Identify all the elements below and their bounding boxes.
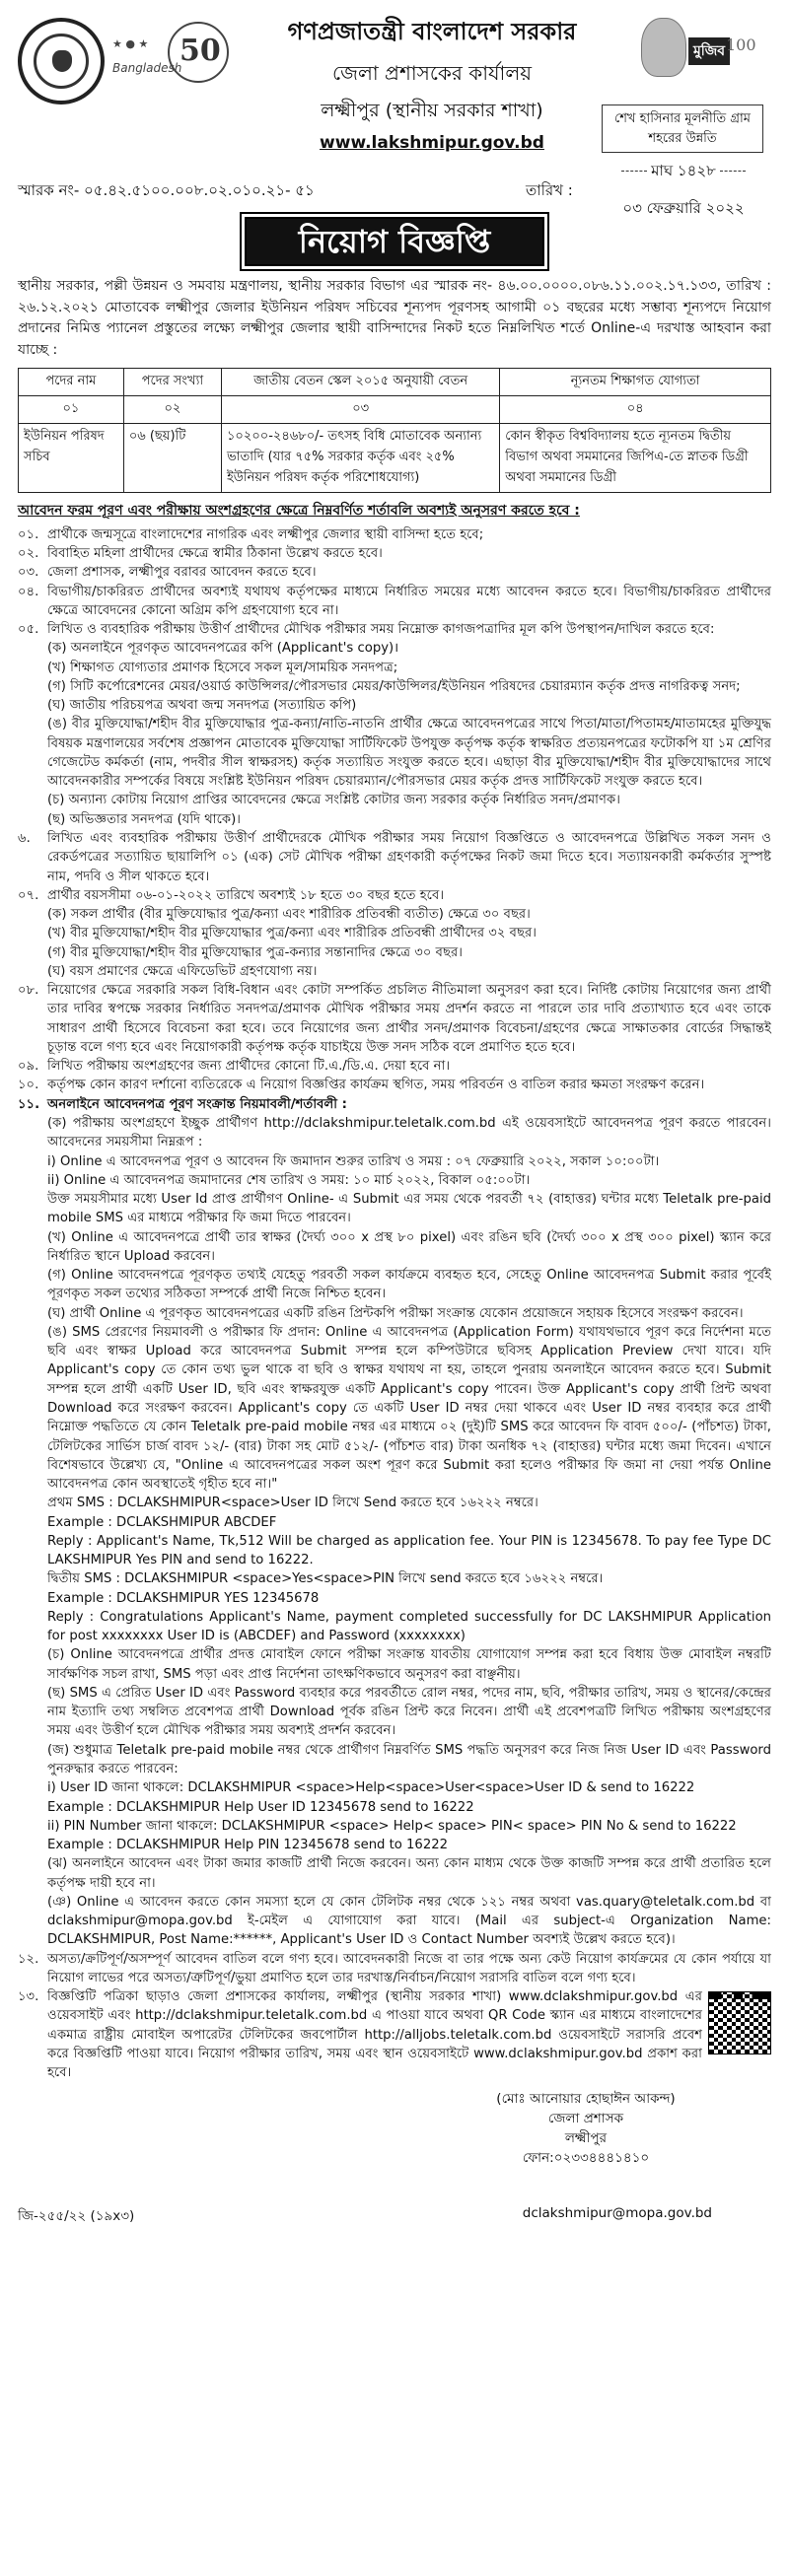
online-rule: (ঝ) অনলাইনে আবেদন এবং টাকা জমার কাজটি প্রার্থী নিজে করবেন। অন্য কোন মাধ্যম থেকে উক্ত কাজটি সম্পন্ন করে প্রার্থী প্রতারিত হলে কর্তৃপক্ষ দায়ী হবে না।	[47, 1856, 771, 1891]
government-title: গণপ্রজাতন্ত্রী বাংলাদেশ সরকার	[287, 18, 577, 45]
list-item: ০৫. লিখিত ও ব্যবহারিক পরীক্ষায় উত্তীর্ণ প্রার্থীদের মৌখিক পরীক্ষার সময় নিম্নোক্ত কাগজপত্রাদির মূল কপি উপস্থাপন/দাখিল করতে হবে:	[18, 622, 715, 638]
signatory-place: লক্ষ্মীপুর	[564, 2130, 608, 2147]
list-item: ০৯. লিখিত পরীক্ষায় অংশগ্রহণের জন্য প্রার্থীদের কোনো টি.এ./ডি.এ. দেয়া হবে না।	[18, 1059, 451, 1075]
online-rule: (চ) Online আবেদনপত্রে প্রার্থীর প্রদত্ত মোবাইল ফোনে পরীক্ষা সংক্রান্ত যাবতীয় যোগাযোগ সম্পন্ন করা হবে বিধায় উক্ত মোবাইল নম্বরটি সার্বক্ষণিক সচল রাখা, SMS পড়া এবং প্রাপ্ত নির্দেশনা তাৎক্ষণিকভাবে অনুসরণ করা বাঞ্ছনীয়।	[47, 1647, 771, 1682]
list-item: ১১. অনলাইনে আবেদনপত্র পূরণ সংক্রান্ত নিয়মাবলী/শর্তাবলী :	[18, 1096, 347, 1112]
sms-example: Example : DCLAKSHMIPUR ABCDEF	[47, 1514, 277, 1530]
government-emblem-icon	[18, 18, 105, 104]
portrait-icon	[641, 18, 686, 77]
sms-reply: Reply : Applicant's Name, Tk,512 Will be charged as application fee. Your PIN is 12345678. To pay fee Type DC LAKSHMIPUR Yes PIN and send to 16222.	[47, 1533, 771, 1568]
sms-example: Example : DCLAKSHMIPUR Help User ID 12345678 send to 16222	[47, 1799, 474, 1815]
table-cell: ০৪	[500, 395, 771, 423]
table-header: ন্যূনতম শিক্ষাগত যোগ্যতা	[500, 368, 771, 395]
list-item: ১২. অসত্য/ক্রটিপূর্ণ/অসম্পূর্ণ আবেদন বাতিল বলে গণ্য হবে। আবেদনকারী নিজে বা তার পক্ষে অন্য কেউ নিয়োগ কার্যক্রমের যে কোন পর্যায়ে যা নিয়োগ লাভের পরে অসত্য/ত্রুটিপূর্ণ/ভুয়া প্রমাণিত হলে তার দরখাস্ত/নির্বাচন/নিয়োগ সরাসরি বাতিল বলে গণ্য হবে।	[18, 1951, 771, 1985]
online-rule: ii) Online এ আবেদনপত্র জমাদানের শেষ তারিখ ও সময়: ১০ মার্চ ২০২২, বিকাল ০৫:০০টা।	[47, 1172, 531, 1188]
table-header: জাতীয় বেতন স্কেল ২০১৫ অনুযায়ী বেতন	[222, 368, 500, 395]
conditions-heading: আবেদন ফরম পূরণ এবং পরীক্ষায় অংশগ্রহণের ক্ষেত্রে নিম্নবর্ণিত শর্তাবলি অবশ্যই অনুসরণ করতে হবে :	[18, 502, 580, 519]
sms-instruction: দ্বিতীয় SMS : DCLAKSHMIPUR <space>Yes<space>PIN লিখে send করতে হবে ১৬২২২ নম্বরে।	[47, 1571, 604, 1587]
office-title: জেলা প্রশাসকের কার্যালয়	[331, 61, 533, 85]
online-rules	[18, 1114, 771, 1950]
list-item: ১৩. বিজ্ঞপ্তিটি পত্রিকা ছাড়াও জেলা প্রশাসকের কার্যালয়, লক্ষ্মীপুর (স্থানীয় সরকার শাখা) www.dclakshmipur.gov.bd এর ওয়েবসাইট এবং http://dclakshmipur.teletalk.com.bd এ পাওয়া যাবে অথবা QR Code স্ক্যান এর মাধ্যমে বাংলাদেশের একমাত্র রাষ্ট্রীয় মোবাইল অপারেটর টেলিটকের জবপোর্টাল http://alljobs.teletalk.com.bd ওয়েবসাইটে সরাসরি প্রবেশ করে বিজ্ঞপ্তিটি পাওয়া যাবে। নিয়োগ পরীক্ষার তারিখ, সময় এবং স্থান ওয়েবসাইটে www.dclakshmipur.gov.bd প্রকাশ করা হবে।	[18, 1989, 702, 2081]
list-item: (খ) শিক্ষাগত যোগ্যতার প্রমাণক হিসেবে সকল মূল/সাময়িক সনদপত্র;	[47, 660, 398, 675]
online-rule: (ঙ) SMS প্রেরণের নিয়মাবলী ও পরীক্ষার ফি প্রদান: Online এ আবেদনপত্র (Application Form) যথাযথভাবে পূরণ করে নির্দেশনা মতে ছবি এবং স্বাক্ষর Upload করে আবেদনপত্র Submit সম্পন্ন হলে কম্পিউটারে ছবিসহ Application Preview দেখা যাবে। যদি Applicant's copy তে কোন তথ্য ভুল থাকে বা ছবি ও স্বাক্ষর যথাযথ না হয়, তাহলে পুনরায় অনলাইনে আবেদন করতে হবে। Submit সম্পন্ন হলে প্রার্থী একটি User ID, ছবি এবং স্বাক্ষরযুক্ত একটি Applicant's copy পাবেন। উক্ত Applicant's copy প্রার্থী প্রিন্ট অথবা Download করে সংরক্ষণ করবেন। Applicant's copy তে একটি User ID নম্বর দেয়া থাকবে এবং User ID নম্বর ব্যবহার করে প্রার্থী নিম্নোক্ত পদ্ধতিতে যে কোন Teletalk pre-paid mobile নম্বর এর মাধ্যমে ০২ (দুই)টি SMS করে আবেদন ফি বাবদ ৫০০/- (পাঁচশত) টাকা, টেলিটকের সার্ভিস চার্জ বাবদ ১২/- (বার) টাকা সহ মোট ৫১২/- (পাঁচশত বার) টাকা অনধিক ৭২ (বাহাত্তর) ঘন্টার মধ্যে জমা দিবেন। এখানে বিশেষভাবে উল্লেখ্য যে, "Online এ আবেদনপত্রের সকল অংশ পূরণ করে Submit করা হলেও পরীক্ষার ফি জমা না দেয়া পর্যন্ত Online আবেদনপত্র কোন অবস্থাতেই গৃহীত হবে না।"	[47, 1324, 771, 1493]
list-item: (চ) অন্যান্য কোটায় নিয়োগ প্রাপ্তির আবেদনের ক্ষেত্রে সংশ্লিষ্ট কোটার জন্য সরকার কর্তৃক নির্ধারিত সনদ/প্রমাণক।	[47, 793, 620, 808]
table-cell: কোন স্বীকৃত বিশ্ববিদ্যালয় হতে ন্যূনতম দ্বিতীয় বিভাগ অথবা সমমানের জিপিএ-তে স্নাতক ডিগ্রী অথবা সমমানের ডিগ্রী	[500, 423, 771, 492]
post-table	[18, 368, 771, 493]
table-cell: ০১	[19, 395, 124, 423]
intro-paragraph: স্থানীয় সরকার, পল্লী উন্নয়ন ও সমবায় মন্ত্রণালয়, স্থানীয় সরকার বিভাগ এর স্মারক নং- ৪৬.০০.০০০০.০৮৬.১১.০০২.১৭.১৩৩, তারিখ : ২৬.১২.২০২১ মোতাবেক লক্ষ্মীপুর জেলার ইউনিয়ন পরিষদ সচিবের শূন্যপদ পূরণসহ আগামী ০১ বছরের মধ্যে সম্ভাব্য শূন্যপদে নিয়োগ প্রদানের নিমিত্ত প্যানেল প্রস্তুতের লক্ষ্যে লক্ষ্মীপুর জেলার স্থায়ী বাসিন্দাদের নিকট হতে নিম্নলিখিত শর্তে Online-এ দরখাস্ত আহবান করা যাচ্ছে :	[18, 278, 771, 359]
table-header: পদের সংখ্যা	[123, 368, 221, 395]
list-item: ০১. প্রার্থীকে জন্মসূত্রে বাংলাদেশের নাগরিক এবং লক্ষ্মীপুর জেলার স্থায়ী বাসিন্দা হতে হবে;	[18, 526, 484, 542]
list-item: (ঙ) বীর মুক্তিযোদ্ধা/শহীদ বীর মুক্তিযোদ্ধার পুত্র-কন্যা/নাতি-নাতনি প্রার্থীর ক্ষেত্রে আবেদনপত্রের সাথে পিতা/মাতা/পিতামহ/মাতামহের মুক্তিযুদ্ধ বিষয়ক মন্ত্রণালয়ের সর্বশেষ প্রজ্ঞাপন মোতাবেক মুক্তিযোদ্ধা সার্টিফিকেট উপযুক্ত কর্তৃপক্ষ কর্তৃক স্বাক্ষরিত প্রত্যয়নপত্রের ফটোকপি যা ১ম শ্রেণির গেজেটেড কর্মকর্তা (নাম, পদবীর সীল স্বাক্ষরসহ) কর্তৃক সত্যায়িত সংযুক্ত করতে হবে। এছাড়া বীর মুক্তিযোদ্ধা/শহীদ বীর মুক্তিযোদ্ধাদের সাথে আবেদনকারীর সম্পর্কের বিষয়ে সংশ্লিষ্ট ইউনিয়ন পরিষদ চেয়ারম্যান/পৌরসভার মেয়র কর্তৃক প্রদত্ত সার্টিফিকেট সংযুক্ত করতে হবে।	[47, 717, 771, 790]
mujib-portrait: মুজিব 100	[631, 12, 759, 101]
list-item: ০৮. নিয়োগের ক্ষেত্রে সরকারি সকল বিধি-বিধান এবং কোটা সম্পর্কিত প্রচলিত নীতিমালা অনুসরণ করা হবে। নির্দিষ্ট কোটায় নিয়োগের জন্য প্রার্থী তার দাবির স্বপক্ষে সরকার নির্ধারিত সনদপত্র/প্রমাণক মৌখিক পরীক্ষার সময় প্রদর্শন করতে না পারলে তার দাবি প্রত্যাখ্যাত হবে এবং তাকে সাধারণ প্রার্থী হিসেবে বিবেচনা করা হবে। তবে নিয়োগের জন্য প্রার্থীর সনদ/প্রমাণক বিবেচনা/গ্রহণের ক্ষেত্রে সাক্ষাতকার বোর্ডের সিদ্ধান্তই চূড়ান্ত বলে গণ্য হবে এবং নিয়োগকারী কর্তৃপক্ষ কর্তৃক যাচাইয়ে উক্ত সনদ সঠিক বলে প্রমাণিত হতে হবে।	[18, 983, 771, 1055]
list-item: ০৪. বিভাগীয়/চাকরিরত প্রার্থীদের অবশ্যই যথাযথ কর্তৃপক্ষের মাধ্যমে নির্ধারিত সময়ের মধ্যে আবেদন করতে হবে। বিভাগীয়/চাকরিরত প্রার্থীদের ক্ষেত্রে আবেদনের কোনো অগ্রিম কপি গ্রহণযোগ্য হবে না।	[18, 584, 771, 618]
online-rule: (খ) Online এ আবেদনপত্রে প্রার্থী তার স্বাক্ষর (দৈর্ঘ্য ৩০০ x প্রস্থ ৮০ pixel) এবং রঙিন ছবি (দৈর্ঘ্য ৩০০ x প্রস্থ ৩০০ pixel) স্ক্যান করে নির্ধারিত স্থানে Upload করবেন।	[47, 1229, 771, 1264]
press-reference: জি-২৫৫/২২ (১৯x৩)	[18, 2207, 135, 2224]
conditions-list	[18, 525, 771, 2083]
slogan-box: শেখ হাসিনার মূলনীতি গ্রাম শহরের উন্নতি	[602, 104, 763, 153]
table-cell: ১০২০০-২৪৬৮০/- তৎসহ বিধি মোতাবেক অন্যান্য ভাতাদি (যার ৭৫% সরকার কর্তৃক এবং ২৫% ইউনিয়ন পরিষদ কর্তৃক পরিশোধযোগ্য)	[222, 423, 500, 492]
date-bangla: মাঘ ১৪২৮	[610, 160, 757, 184]
date-label: তারিখ :	[526, 181, 573, 199]
online-rule: i) Online এ আবেদনপত্র পূরণ ও আবেদন ফি জমাদান শুরুর তারিখ ও সময় : ০৭ ফেব্রুয়ারি ২০২২, সকাল ১০:০০টা।	[47, 1153, 660, 1169]
sms-instruction: i) User ID জানা থাকলে: DCLAKSHMIPUR <space>Help<space>User<space>User ID & send to 16222	[47, 1780, 695, 1796]
table-cell: ০৩	[222, 395, 500, 423]
table-cell: ইউনিয়ন পরিষদ সচিব	[19, 423, 124, 492]
online-rule: (জ) শুধুমাত্র Teletalk pre-paid mobile নম্বর থেকে প্রার্থীগণ নিম্নবর্ণিত SMS পদ্ধতি অনুসরণ করে নিজ নিজ User ID এবং Password পুনরুদ্ধার করতে পারবেন:	[47, 1742, 771, 1777]
list-item: (খ) বীর মুক্তিযোদ্ধা/শহীদ বীর মুক্তিযোদ্ধার পুত্র/কন্যা এবং শারীরিক প্রতিবন্ধী প্রার্থীদের ৩২ বছর।	[47, 926, 537, 941]
online-rule: (গ) Online আবেদনপত্রে পূরণকৃত তথ্যই যেহেতু পরবর্তী সকল কার্যক্রমে ব্যবহৃত হবে, সেহেতু Online আবেদনপত্র Submit করার পূর্বেই পূরণকৃত সকল তথ্যের সঠিকতা সম্পর্কে প্রার্থী নিজে নিশ্চিত হবেন।	[47, 1268, 771, 1302]
sms-instruction: প্রথম SMS : DCLAKSHMIPUR<space>User ID লিখে Send করতে হবে ১৬২২২ নম্বরে।	[47, 1496, 538, 1511]
sms-instruction: ii) PIN Number জানা থাকলে: DCLAKSHMIPUR <space> Help< space> PIN< space> PIN No & send to 16222	[47, 1818, 737, 1834]
signatory-email[interactable]: dclakshmipur@mopa.gov.bd	[522, 2204, 712, 2221]
memo-reference: স্মারক নং- ০৫.৪২.৫১০০.০০৮.০২.০১০.২১- ৫১	[18, 181, 315, 199]
online-rule: (ঞ) Online এ আবেদন করতে কোন সমস্যা হলে যে কোন টেলিটক নম্বর থেকে ১২১ নম্বর অথবা vas.quary@teletalk.com.bd বা dclakshmipur@mopa.gov.bd ই-মেইল এ যোগাযোগ করা যাবে। (Mail এর subject-এ Organization Name: DCLAKSHMIPUR, Post Name:******, Applicant's User ID ও Contact Number অবশ্যই উল্লেখ করতে হবে)।	[47, 1894, 771, 1948]
table-cell: ০২	[123, 395, 221, 423]
online-rule: (ক) পরীক্ষায় অংশগ্রহণে ইচ্ছুক প্রার্থীগণ http://dclakshmipur.teletalk.com.bd এই ওয়েবসাইটে আবেদনপত্র পূরণ করতে পারবেন। আবেদনের সময়সীমা নিম্নরূপ :	[47, 1115, 771, 1150]
signatory-phone: ফোন:০২৩৩৪৪৪১৪১০	[522, 2150, 650, 2167]
online-rule: উক্ত সময়সীমার মধ্যে User Id প্রাপ্ত প্রার্থীগণ Online- এ Submit এর সময় থেকে পরবর্তী ৭২ (বাহাত্তর) ঘন্টার মধ্যে Teletalk pre-paid mobile SMS এর মাধ্যমে পরীক্ষার ফি জমা দিতে পারবেন।	[47, 1192, 771, 1226]
signatory-title: জেলা প্রশাসক	[547, 2110, 624, 2126]
qr-code-icon[interactable]	[708, 1991, 771, 2054]
notice-title-banner: নিয়োগ বিজ্ঞপ্তি	[245, 217, 544, 266]
sms-example: Example : DCLAKSHMIPUR Help PIN 12345678 send to 16222	[47, 1838, 448, 1853]
table-header: পদের নাম	[19, 368, 124, 395]
list-item: ০৩. জেলা প্রশাসক, লক্ষ্মীপুর বরাবর আবেদন করতে হবে।	[18, 565, 317, 581]
list-item: ৬. লিখিত এবং ব্যবহারিক পরীক্ষায় উত্তীর্ণ প্রার্থীদেরকে মৌখিক পরীক্ষার সময় নিয়োগ বিজ্ঞপ্তিতে ও আবেদনপত্রে উল্লিখিত সকল সনদ ও রেকর্ডপত্রের সত্যায়িত ছায়ালিপি ০১ (এক) সেট মৌখিক পরীক্ষা গ্রহণকারী কর্তৃপক্ষের নিকট জমা দিতে হবে। সত্যায়নকারী কর্মকর্তার সুস্পষ্ট নাম, পদবি ও সীল থাকতে হবে।	[18, 831, 771, 884]
list-item: (ক) অনলাইনে পূরণকৃত আবেদনপত্রের কপি (Applicant's copy)।	[47, 641, 399, 657]
list-item: (গ) বীর মুক্তিযোদ্ধা/শহীদ বীর মুক্তিযোদ্ধার পুত্র-কন্যার সন্তানাদির ক্ষেত্রে ৩০ বছর।	[47, 944, 463, 960]
table-cell: ০৬ (ছয়)টি	[123, 423, 221, 492]
website-link[interactable]: www.lakshmipur.gov.bd	[320, 133, 544, 153]
online-rule: (ছ) SMS এ প্রেরিত User ID এবং Password ব্যবহার করে পরবর্তীতে রোল নম্বর, পদের নাম, ছবি, পরীক্ষার তারিখ, সময় ও স্থানের/কেন্দ্রের নাম ইত্যাদি তথ্য সম্বলিত প্রবেশপত্র প্রার্থী Download পূর্বক রঙিন প্রিন্ট করে নিবেন। প্রার্থী এই প্রবেশপত্রটি লিখিত পরীক্ষায় অংশগ্রহণের সময় এবং উত্তীর্ণ হলে মৌখিক পরীক্ষার সময় অবশ্যই প্রদর্শন করবেন।	[47, 1685, 771, 1739]
bangladesh-50-logo: ★ ● ★ Bangladesh 50	[112, 22, 231, 101]
signatory-name: (মোঃ আনোয়ার হোছাঈন আকন্দ)	[496, 2090, 676, 2107]
list-item: (ঘ) জাতীয় পরিচয়পত্র অথবা জন্ম সনদপত্র (সত্যায়িত কপি)	[47, 698, 357, 714]
list-item: ০২. বিবাহিত মহিলা প্রার্থীদের ক্ষেত্রে স্বামীর ঠিকানা উল্লেখ করতে হবে।	[18, 546, 383, 562]
list-item: (ক) সকল প্রার্থীর (বীর মুক্তিযোদ্ধার পুত্র/কন্যা এবং শারীরিক প্রতিবন্ধী ব্যতীত) ক্ষেত্রে ৩০ বছর।	[47, 907, 531, 923]
branch-title: লক্ষ্মীপুর (স্থানীয় সরকার শাখা)	[321, 100, 543, 121]
letterhead	[18, 12, 771, 158]
office-titles	[264, 14, 600, 153]
signature-block	[18, 2083, 771, 2231]
sms-reply: Reply : Congratulations Applicant's Name, payment completed successfully for DC LAKSHMIPUR Application for post xxxxxxxx User ID is (ABCDEF) and Password (xxxxxxxx)	[47, 1609, 771, 1644]
list-item: (গ) সিটি কর্পোরেশনের মেয়র/ওয়ার্ড কাউন্সিলর/পৌরসভার মেয়র/কাউন্সিলর/ইউনিয়ন পরিষদের চেয়ারম্যান কর্তৃক প্রদত্ত নাগরিকত্ব সনদ;	[47, 678, 741, 694]
list-item: (ছ) অভিজ্ঞতার সনদপত্র (যদি থাকে)।	[47, 811, 242, 827]
memo-line	[18, 158, 771, 215]
list-item: (ঘ) বয়স প্রমাণের ক্ষেত্রে এফিডেভিট গ্রহণযোগ্য নয়।	[47, 963, 318, 979]
date-english: ০৩ ফেব্রুয়ারি ২০২২	[622, 199, 745, 217]
list-item: ১০. কর্তৃপক্ষ কোন কারণ দর্শানো ব্যতিরেকে এ নিয়োগ বিজ্ঞপ্তির কার্যক্রম স্থগিত, সময় পরিবর্তন ও বাতিল করার ক্ষমতা সংরক্ষণ করেন।	[18, 1078, 705, 1093]
list-item: ০৭. প্রার্থীর বয়সসীমা ০৬-০১-২০২২ তারিখে অবশ্যই ১৮ হতে ৩০ বছর হতে হবে।	[18, 887, 445, 903]
sms-example: Example : DCLAKSHMIPUR YES 12345678	[47, 1590, 320, 1606]
online-rule: (ঘ) প্রার্থী Online এ পূরণকৃত আবেদনপত্রের একটি রঙিন প্রিন্টকপি পরীক্ষা সংক্রান্ত যেকোন প্রয়োজনে সহায়ক হিসেবে সংরক্ষণ করবেন।	[47, 1305, 744, 1321]
